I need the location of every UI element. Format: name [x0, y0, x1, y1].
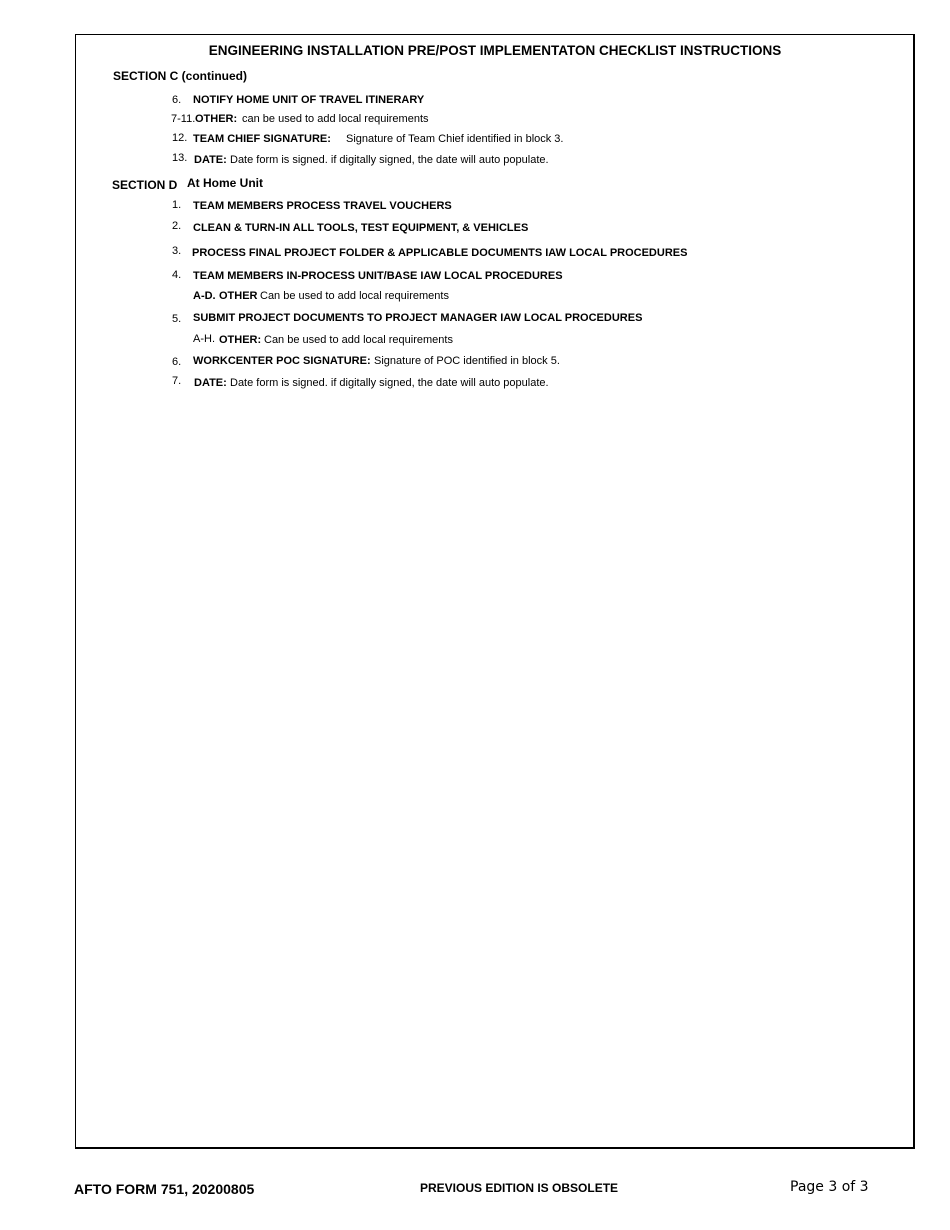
- item-description: Date form is signed. if digitally signed, the date will auto populate.: [230, 154, 549, 166]
- item-number: 7.: [172, 375, 182, 387]
- item-number: 12.: [172, 132, 188, 144]
- item-label: DATE:: [194, 377, 227, 389]
- item-label: OTHER:: [195, 113, 238, 125]
- page-number: Page 3 of 3: [790, 1179, 869, 1195]
- item-number: 1.: [172, 199, 182, 211]
- edition-note: PREVIOUS EDITION IS OBSOLETE: [420, 1181, 619, 1195]
- item-label: WORKCENTER POC SIGNATURE:: [193, 355, 371, 367]
- item-number: A-H.: [193, 333, 215, 345]
- item-label: SUBMIT PROJECT DOCUMENTS TO PROJECT MANAGER IAW LOCAL PROCEDURES: [193, 312, 643, 324]
- item-number: A-D.: [193, 290, 216, 302]
- form-identifier: AFTO FORM 751, 20200805: [74, 1181, 255, 1197]
- item-number: 6.: [172, 356, 182, 368]
- item-label: OTHER:: [219, 334, 262, 346]
- item-number: 3.: [172, 245, 182, 257]
- item-description: Signature of Team Chief identified in block 3.: [346, 133, 564, 145]
- item-label: TEAM MEMBERS IN-PROCESS UNIT/BASE IAW LOCAL PROCEDURES: [193, 270, 563, 282]
- item-number: 6.: [172, 94, 182, 106]
- item-number: 7-11.: [171, 113, 196, 125]
- item-number: 2.: [172, 220, 182, 232]
- item-description: can be used to add local requirements: [242, 113, 429, 125]
- item-number: 13.: [172, 152, 188, 164]
- item-description: Date form is signed. if digitally signed, the date will auto populate.: [230, 377, 549, 389]
- section-c-heading: SECTION C (continued): [113, 69, 247, 83]
- item-label: NOTIFY HOME UNIT OF TRAVEL ITINERARY: [193, 94, 425, 106]
- item-description: Can be used to add local requirements: [260, 290, 449, 302]
- item-description: Signature of POC identified in block 5.: [374, 355, 560, 367]
- item-number: 5.: [172, 313, 182, 325]
- form-title: ENGINEERING INSTALLATION PRE/POST IMPLEMENTATON CHECKLIST INSTRUCTIONS: [208, 43, 782, 58]
- item-description: Can be used to add local requirements: [264, 334, 453, 346]
- item-number: 4.: [172, 269, 182, 281]
- item-label: OTHER: [219, 290, 258, 302]
- section-d-subheading: At Home Unit: [187, 176, 263, 190]
- item-label: TEAM MEMBERS PROCESS TRAVEL VOUCHERS: [193, 200, 452, 212]
- item-label: TEAM CHIEF SIGNATURE:: [193, 133, 331, 145]
- section-d-heading: SECTION D: [112, 178, 178, 192]
- item-label: CLEAN & TURN-IN ALL TOOLS, TEST EQUIPMENT, & VEHICLES: [193, 222, 529, 234]
- item-label: PROCESS FINAL PROJECT FOLDER & APPLICABLE DOCUMENTS IAW LOCAL PROCEDURES: [192, 247, 688, 259]
- item-label: DATE:: [194, 154, 227, 166]
